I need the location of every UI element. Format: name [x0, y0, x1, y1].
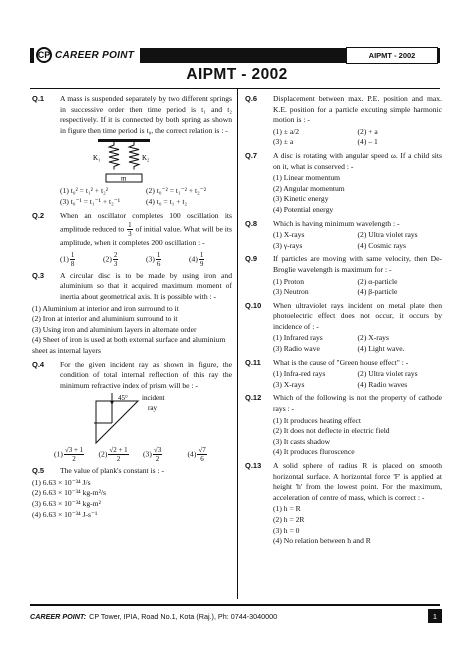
option-2: (2) t₀⁻² = t₁⁻² + t₂⁻²: [146, 186, 207, 196]
question-text: For the given incident ray as shown in figure, the condition of total internal reflection of this ray the minimum refractive index of prism will be : -: [60, 359, 232, 390]
option-3: (3) γ-rays: [273, 240, 303, 250]
question-5: [32, 466, 232, 520]
denominator: 2: [72, 455, 76, 464]
denominator: 6: [156, 259, 161, 268]
question-12: [245, 393, 442, 458]
numerator: √3: [153, 446, 162, 455]
question-text: The value of plank's constant is : -: [60, 466, 165, 476]
question-number: Q.3: [32, 270, 45, 280]
ceiling: [98, 139, 150, 142]
numerator: 1: [156, 250, 161, 259]
footer-address: CP Tower, IPIA, Road No.1, Kota (Raj.), Ph: 0744-3040000: [89, 611, 278, 621]
ray-label: ray: [148, 404, 157, 413]
option-4: [189, 251, 232, 268]
left-column: [32, 94, 232, 523]
footer-brand: CAREER POINT:: [30, 611, 87, 621]
option-2: (2) α-particle: [357, 276, 398, 286]
question-10: [245, 301, 442, 355]
springs-figure: [86, 138, 168, 184]
question-text: Which of the following is not the property of cathode rays : -: [273, 393, 442, 414]
fraction: [108, 446, 128, 463]
option-1: (1) 6.63 × 10⁻³⁴ J/s: [32, 477, 91, 487]
options-row: [54, 446, 232, 463]
option-3: (3) Using iron and aluminium layers in alternate order: [32, 324, 197, 334]
k2-label: K₂: [142, 154, 150, 163]
option-label: (1): [60, 254, 69, 263]
option-label: (4): [189, 254, 198, 263]
option-1: (1) Infra-red rays: [273, 369, 326, 379]
option-1: (1) Infrared rays: [273, 333, 323, 343]
numerator: √2 + 1: [109, 446, 128, 455]
option-4: (4) t₀ = t₁ + t₂: [146, 196, 188, 206]
option-2: (2) Ultra violet rays: [357, 369, 418, 379]
spring-k2: [129, 142, 139, 170]
question-number: Q.6: [245, 94, 258, 103]
logo-icon: CP: [36, 47, 52, 63]
question-6: [245, 94, 442, 148]
prism-shape: [96, 401, 138, 443]
question-text: A disc is rotating with angular speed ω. If a child sits on it, what is conserved : -: [273, 150, 442, 171]
title-divider: [30, 88, 440, 89]
option-4: (4) 6.63 × 10⁻³⁴ J-s⁻¹: [32, 509, 98, 519]
question-text: A solid sphere of radius R is placed on smooth horizontal surface. A horizontal force 'F' is applied at height 'h' from the lowest point. For the maximum, acceleration of centre of mass, which is correct : -: [273, 461, 442, 502]
numerator: √7: [198, 446, 206, 455]
prism-figure: [76, 393, 186, 445]
column-divider: [237, 89, 238, 599]
logo: [34, 45, 140, 65]
option-3: (3) Neutron: [273, 287, 309, 297]
option-1: (1) ± a/2: [273, 126, 300, 136]
option-2: (2) 6.63 × 10⁻³⁴ kg-m²/s: [32, 488, 106, 498]
question-1: [32, 94, 232, 208]
question-number: Q.10: [245, 300, 262, 310]
question-2: [32, 211, 232, 268]
fraction: [153, 446, 162, 463]
option-4: (4) No relation between h and R: [273, 536, 371, 546]
option-3: [146, 251, 189, 268]
option-1: [54, 446, 99, 463]
numerator: 1: [128, 221, 132, 230]
option-1: [60, 251, 103, 268]
question-number: Q.8: [245, 218, 258, 228]
option-2: (2) Angular momentum: [273, 183, 345, 193]
option-4: (4) – 1: [357, 137, 378, 147]
option-1: (1) h = R: [273, 504, 301, 514]
option-label: (4): [187, 449, 197, 459]
option-4: (4) It produces fluroscence: [273, 447, 355, 457]
numerator: 1: [199, 250, 204, 259]
option-2: (2) h = 2R: [273, 514, 305, 524]
page-number: 1: [428, 609, 442, 623]
brand-name: CAREER POINT: [55, 49, 135, 61]
question-number: Q.4: [32, 359, 45, 369]
question-text-part: of initial value. What will be its amplitude, when it completes 200 oscillation : -: [60, 224, 232, 248]
question-4: [32, 360, 232, 464]
numerator: 1: [70, 250, 75, 259]
option-label: (2): [103, 254, 112, 263]
denominator: 2: [116, 455, 121, 464]
question-9: [245, 254, 442, 297]
option-1: (1) Proton: [273, 276, 305, 286]
option-2: [99, 446, 144, 463]
option-2: (2) + a: [357, 126, 378, 136]
fraction: [156, 251, 162, 268]
page-title: AIPMT - 2002: [186, 66, 288, 83]
option-2: (2) It does not deflecte in electric field: [273, 426, 390, 436]
denominator: 3: [128, 230, 132, 239]
question-text: Displacement between max. P.E. position and max. K.E. position for a particle excuting simple harmonic motion is : -: [273, 94, 442, 125]
denominator: 3: [113, 259, 118, 268]
option-4: (4) Cosmic rays: [357, 240, 407, 250]
question-number: Q.2: [32, 210, 45, 220]
right-column: [245, 94, 442, 550]
option-4: (4) β-particle: [357, 287, 398, 297]
options-row: [60, 251, 232, 268]
option-label: (3): [143, 449, 152, 459]
question-number: Q.9: [245, 254, 258, 264]
option-2: (2) Iron at interior and aluminium surround to it: [32, 314, 178, 324]
footer: [30, 609, 442, 623]
option-4: (4) Sheet of iron is used at both external surface and aluminium sheet as internal layers: [32, 335, 226, 355]
fraction: [70, 251, 76, 268]
question-number: Q.1: [32, 94, 45, 103]
question-3: [32, 271, 232, 357]
option-1: (1) X-rays: [273, 230, 305, 240]
fraction: [127, 221, 133, 238]
question-text: Which is having minimum wavelength : -: [273, 218, 400, 228]
question-number: Q.5: [32, 466, 45, 476]
question-7: [245, 151, 442, 216]
option-1: (1) Linear momentum: [273, 173, 341, 183]
option-4: [188, 446, 233, 463]
option-4: (4) Radio waves: [357, 379, 408, 389]
question-text-part: When an oscillator completes 100 oscillation its amplitude reduced to: [60, 210, 232, 234]
footer-divider: [30, 604, 440, 606]
incident-label: incident: [142, 394, 165, 403]
fraction: [113, 251, 119, 268]
question-text: [60, 211, 232, 249]
k1-label: K₁: [93, 154, 101, 163]
option-1: (1) It produces heating effect: [273, 415, 361, 425]
fraction: [199, 251, 205, 268]
numerator: √3 + 1: [64, 446, 84, 455]
option-3: (3) t₀⁻¹ = t₁⁻¹ + t₂⁻¹: [60, 196, 121, 206]
option-3: (3) h = 0: [273, 525, 300, 535]
option-1: (1) t₀² = t₁² + t₂²: [60, 186, 109, 196]
option-4: (4) Potential energy: [273, 204, 334, 214]
question-number: Q.12: [245, 393, 262, 403]
option-2: (2) Ultra violet rays: [357, 230, 418, 240]
option-label: (1): [54, 449, 63, 459]
numerator: 2: [113, 250, 118, 259]
question-number: Q.7: [245, 150, 258, 160]
denominator: 9: [199, 259, 204, 268]
option-2: (2) X-rays: [357, 333, 389, 343]
question-number: Q.13: [245, 461, 262, 470]
option-1: (1) Aluminium at interior and iron surround to it: [32, 303, 179, 313]
option-4: (4) Light wave.: [357, 344, 405, 354]
option-3: [143, 446, 188, 463]
question-text: When ultraviolet rays incident on metal plate then photoelectric effect does not occur, it occurs by incidence of : -: [273, 300, 442, 331]
option-3: (3) Kinetic energy: [273, 194, 329, 204]
angle-label: 45°: [118, 394, 128, 403]
option-2: [103, 251, 146, 268]
spring-k1: [109, 142, 119, 170]
question-13: [245, 461, 442, 547]
option-3: (3) It casts shadow: [273, 436, 331, 446]
option-label: (2): [98, 449, 108, 459]
question-11: [245, 358, 442, 391]
option-3: (3) ± a: [273, 137, 294, 147]
option-3: (3) X-rays: [273, 379, 305, 389]
option-3: (3) 6.63 × 10⁻³⁴ kg-m²: [32, 499, 101, 509]
question-number: Q.11: [245, 357, 261, 367]
denominator: 8: [70, 259, 75, 268]
denominator: 6: [200, 455, 204, 464]
denominator: 2: [155, 455, 160, 464]
fraction: [64, 446, 84, 463]
mass-label: m: [121, 174, 127, 183]
option-3: (3) Radio wave: [273, 344, 320, 354]
question-text: A circular disc is to be made by using iron and aluminium so that it acquired maximum moment of inertia about geometrical axis. It is possible with : -: [60, 270, 232, 301]
question-text: What is the cause of "Green house effect" : -: [273, 357, 409, 367]
question-text: If particles are moving with same velocity, then De-Broglie wavelength is maximum for : -: [273, 254, 442, 274]
header-tag: AIPMT - 2002: [368, 51, 416, 60]
question-8: [245, 219, 442, 252]
question-text: A mass is suspended separately by two different springs in successive order then time period is t₁ and t₂ respectively. If it is connected by both spring as shown in figure then time period is t₀, the correct relation is : -: [60, 94, 232, 135]
fraction: [197, 446, 206, 463]
header-tag-box: [346, 47, 438, 64]
option-label: (3): [146, 254, 155, 263]
